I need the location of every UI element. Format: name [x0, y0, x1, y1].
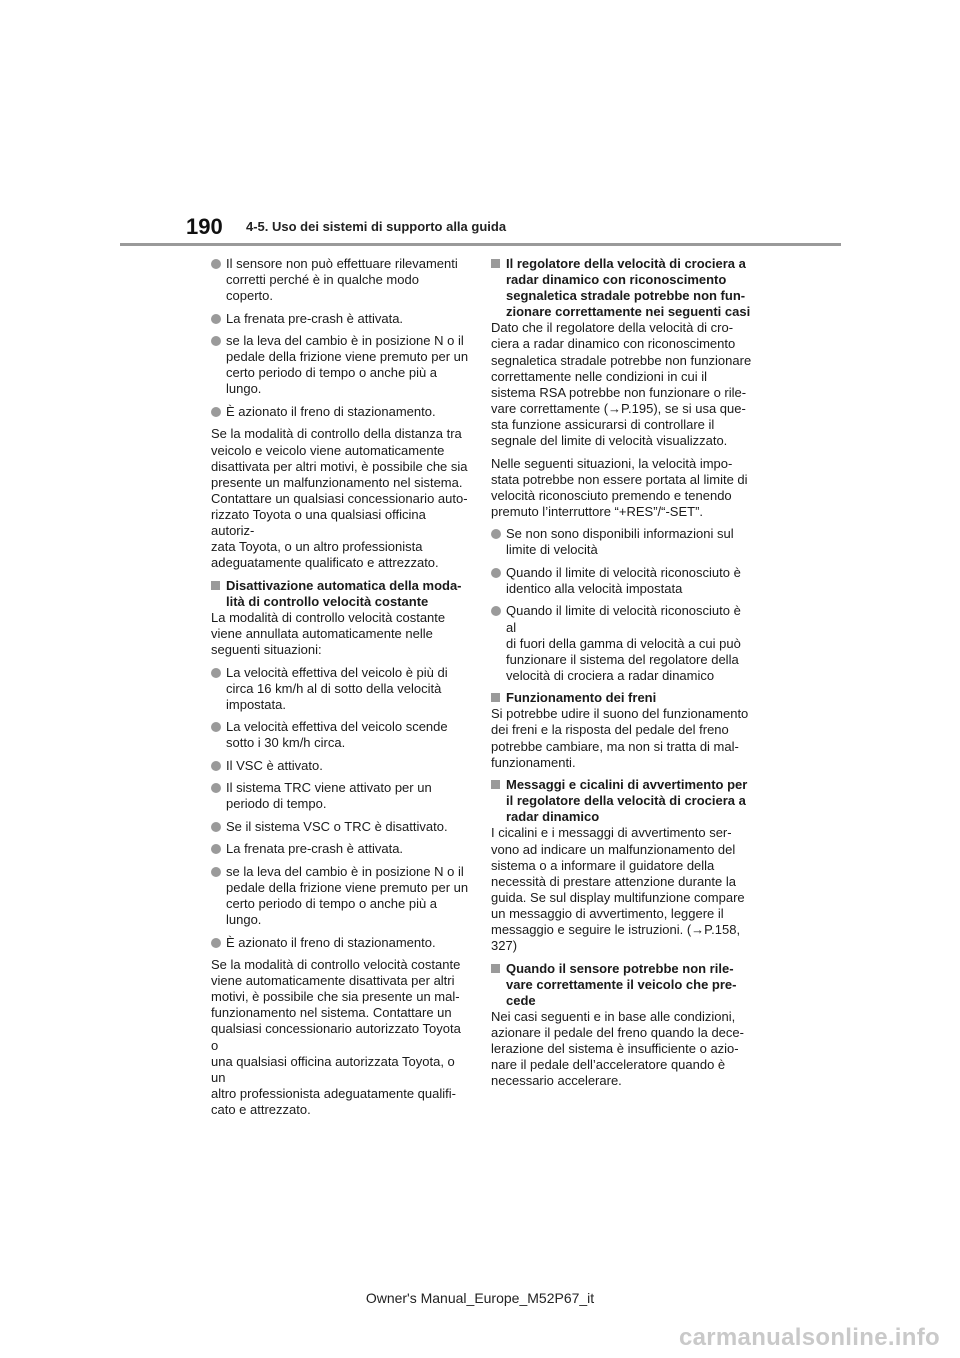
- text-line: messaggio e seguire le istruzioni. (→P.158,: [491, 922, 741, 937]
- text-line: necessario accelerare.: [491, 1073, 622, 1089]
- text-line: un messaggio di avvertimento, leggere il: [491, 905, 724, 921]
- text-line: guida. Se sul display multifunzione compare: [491, 889, 745, 905]
- text-line: cato e attrezzato.: [211, 1101, 311, 1117]
- text-line: I cicalini e i messaggi di avvertimento ser-: [491, 825, 732, 841]
- text-line: circa 16 km/h al di sotto della velocità: [226, 680, 442, 696]
- bullet-item: [211, 758, 469, 774]
- header-rule: [120, 243, 841, 246]
- text-line: lerazione del sistema è insufficiente o azio-: [491, 1041, 739, 1057]
- text-line: sistema o a informare il guidatore della: [491, 857, 715, 873]
- text-line: sotto i 30 km/h circa.: [226, 735, 346, 751]
- text-line: vono ad indicare un malfunzionamento del: [491, 841, 736, 857]
- square-bullet-icon: [491, 259, 500, 268]
- bullet-dot-icon: [211, 783, 221, 793]
- text-line: Quando il limite di velocità riconosciuto è al: [506, 603, 741, 635]
- text-line: di fuori della gamma di velocità a cui può: [506, 635, 741, 651]
- text-line: sta funzione assicurarsi di controllare il: [491, 416, 715, 432]
- text-line: se la leva del cambio è in posizione N o il: [226, 863, 464, 879]
- bullet-item: [211, 935, 469, 951]
- text-line: Se non sono disponibili informazioni sul: [506, 526, 734, 542]
- bullet-dot-icon: [491, 529, 501, 539]
- bullet-dot-icon: [211, 259, 221, 269]
- bullet-dot-icon: [211, 407, 221, 417]
- paragraph: [491, 456, 753, 520]
- text-line: È azionato il freno di stazionamento.: [226, 934, 436, 950]
- paragraph: [491, 1009, 753, 1089]
- text-line: funzionamento nel sistema. Contattare un: [211, 1005, 452, 1021]
- text-line: La velocità effettiva del veicolo scende: [226, 719, 448, 735]
- text-line: Contattare un qualsiasi concessionario auto-: [211, 490, 468, 506]
- text-line: viene automaticamente disattivata per altri: [211, 973, 455, 989]
- text-line: disattivata per altri motivi, è possibile che sia: [211, 458, 468, 474]
- text-line: Nei casi seguenti e in base alle condizioni,: [491, 1008, 736, 1024]
- bullet-item: [491, 526, 753, 558]
- text-line: Disattivazione automatica della moda-: [226, 577, 462, 593]
- watermark-logo: carmanualsonline.info: [678, 1324, 940, 1351]
- bullet-dot-icon: [491, 606, 501, 616]
- text-line: viene annullata automaticamente nelle: [211, 625, 433, 641]
- text-line: correttamente nelle condizioni in cui il: [491, 368, 708, 384]
- bullet-item: [211, 780, 469, 812]
- text-line: pedale della frizione viene premuto per un: [226, 879, 469, 895]
- bullet-dot-icon: [211, 844, 221, 854]
- text-line: Il VSC è attivato.: [226, 757, 323, 773]
- text-line: stata potrebbe non essere portata al limite di: [491, 471, 748, 487]
- text-line: presente un malfunzionamento nel sistema.: [211, 474, 463, 490]
- bullet-dot-icon: [211, 668, 221, 678]
- footer-text: Owner's Manual_Europe_M52P67_it: [365, 1290, 595, 1306]
- text-line: sistema RSA potrebbe non funzionare o rile-: [491, 384, 747, 400]
- bullet-dot-icon: [211, 722, 221, 732]
- text-line: dei freni e la risposta del pedale del freno: [491, 722, 729, 738]
- bullet-dot-icon: [211, 314, 221, 324]
- text-line: periodo di tempo.: [226, 796, 327, 812]
- text-line: segnaletica stradale potrebbe non fun-: [506, 288, 746, 304]
- text-line: funzionamenti.: [491, 754, 576, 770]
- paragraph: [491, 320, 753, 449]
- text-line: necessità di prestare attenzione durante la: [491, 873, 736, 889]
- subsection-heading: [491, 961, 753, 1009]
- text-line: ciera a radar dinamico con riconoscimento: [491, 336, 736, 352]
- text-line: Dato che il regolatore della velocità di cro-: [491, 320, 734, 336]
- text-line: corretti perché è in qualche modo coperto.: [226, 272, 419, 304]
- bullet-item: [211, 841, 469, 857]
- text-line: funzionare il sistema del regolatore della: [506, 651, 739, 667]
- bullet-item: [491, 603, 753, 683]
- text-line: Messaggi e cicalini di avvertimento per: [506, 777, 748, 793]
- paragraph: [211, 426, 469, 571]
- bullet-item: [211, 819, 469, 835]
- text-line: vare correttamente (→P.195), se si usa que-: [491, 400, 746, 416]
- text-line: segnaletica stradale potrebbe non funzionare: [491, 352, 752, 368]
- text-line: premuto l’interruttore “+RES”/“-SET”.: [491, 503, 704, 519]
- paragraph: [211, 610, 469, 658]
- text-line: Quando il limite di velocità riconosciuto è: [506, 564, 741, 580]
- square-bullet-icon: [211, 581, 220, 590]
- bullet-item: [211, 864, 469, 928]
- text-line: zionare correttamente nei seguenti casi: [506, 304, 751, 320]
- bullet-item: [211, 311, 469, 327]
- text-line: Funzionamento dei freni: [506, 690, 657, 706]
- text-line: Se la modalità di controllo della distanza tra: [211, 426, 462, 442]
- text-line: altro professionista adeguatamente qualifi-: [211, 1085, 456, 1101]
- subsection-heading: [491, 690, 753, 706]
- square-bullet-icon: [491, 780, 500, 789]
- text-line: È azionato il freno di stazionamento.: [226, 403, 436, 419]
- text-line: Nelle seguenti situazioni, la velocità impo-: [491, 455, 733, 471]
- text-line: velocità di crociera a radar dinamico: [506, 667, 715, 683]
- bullet-dot-icon: [211, 867, 221, 877]
- text-line: 327): [491, 938, 518, 954]
- text-line: certo periodo di tempo o anche più a: [226, 895, 438, 911]
- text-line: Il sensore non può effettuare rilevamenti: [226, 256, 458, 271]
- paragraph: [491, 706, 753, 770]
- section-title: 4-5. Uso dei sistemi di supporto alla guida: [246, 219, 507, 234]
- text-line: Il regolatore della velocità di crociera a: [506, 256, 746, 271]
- text-line: nare il pedale dell’acceleratore quando è: [491, 1057, 726, 1073]
- bullet-dot-icon: [211, 938, 221, 948]
- text-line: pedale della frizione viene premuto per un: [226, 349, 469, 365]
- text-line: vare correttamente il veicolo che pre-: [506, 976, 737, 992]
- text-line: Se il sistema VSC o TRC è disattivato.: [226, 818, 448, 834]
- text-line: lità di controllo velocità costante: [226, 593, 429, 609]
- text-line: La velocità effettiva del veicolo è più di: [226, 664, 448, 680]
- text-line: limite di velocità: [506, 542, 598, 558]
- text-line: cede: [506, 992, 536, 1008]
- text-line: lungo.: [226, 381, 262, 397]
- text-line: certo periodo di tempo o anche più a: [226, 365, 438, 381]
- subsection-heading: [491, 256, 753, 320]
- bullet-item: [211, 256, 469, 304]
- bullet-dot-icon: [211, 761, 221, 771]
- text-line: impostata.: [226, 696, 286, 712]
- bullet-dot-icon: [211, 822, 221, 832]
- text-line: veicolo e veicolo viene automaticamente: [211, 442, 445, 458]
- text-line: segnale del limite di velocità visualizzato.: [491, 433, 728, 449]
- bullet-item: [211, 719, 469, 751]
- square-bullet-icon: [491, 964, 500, 973]
- text-line: seguenti situazioni:: [211, 642, 322, 658]
- bullet-dot-icon: [491, 568, 501, 578]
- text-line: potrebbe cambiare, ma non si tratta di mal-: [491, 738, 739, 754]
- text-line: identico alla velocità impostata: [506, 580, 683, 596]
- text-line: se la leva del cambio è in posizione N o il: [226, 333, 464, 349]
- text-line: Il sistema TRC viene attivato per un: [226, 780, 432, 796]
- bullet-item: [211, 404, 469, 420]
- subsection-heading: [211, 578, 469, 610]
- bullet-item: [491, 565, 753, 597]
- text-line: zata Toyota, o un altro professionista: [211, 539, 423, 555]
- square-bullet-icon: [491, 693, 500, 702]
- page-number: 190: [186, 214, 223, 239]
- text-line: una qualsiasi officina autorizzata Toyota, o un: [211, 1053, 455, 1085]
- text-line: il regolatore della velocità di crociera a: [506, 793, 746, 809]
- text-line: radar dinamico: [506, 809, 600, 825]
- text-line: adeguatamente qualificato e attrezzato.: [211, 555, 439, 571]
- subsection-heading: [491, 777, 753, 825]
- paragraph: [211, 957, 469, 1118]
- text-line: motivi, è possibile che sia presente un mal-: [211, 989, 460, 1005]
- text-line: Quando il sensore potrebbe non rile-: [506, 960, 734, 976]
- text-line: La frenata pre-crash è attivata.: [226, 310, 404, 326]
- text-line: Si potrebbe udire il suono del funzionamento: [491, 706, 749, 722]
- text-line: Se la modalità di controllo velocità costante: [211, 957, 461, 973]
- text-line: lungo.: [226, 912, 262, 928]
- bullet-dot-icon: [211, 336, 221, 346]
- text-line: qualsiasi concessionario autorizzato Toyota o: [211, 1021, 461, 1053]
- text-line: velocità riconosciuto premendo e tenendo: [491, 487, 732, 503]
- text-line: radar dinamico con riconoscimento: [506, 272, 727, 288]
- text-line: rizzato Toyota o una qualsiasi officina autoriz-: [211, 506, 426, 538]
- text-line: La frenata pre-crash è attivata.: [226, 841, 404, 857]
- right-column: [491, 256, 753, 1096]
- bullet-item: [211, 333, 469, 397]
- text-line: La modalità di controllo velocità costante: [211, 609, 446, 625]
- left-column: [211, 256, 469, 1124]
- paragraph: [491, 825, 753, 954]
- text-line: azionare il pedale del freno quando la dece-: [491, 1024, 744, 1040]
- bullet-item: [211, 665, 469, 713]
